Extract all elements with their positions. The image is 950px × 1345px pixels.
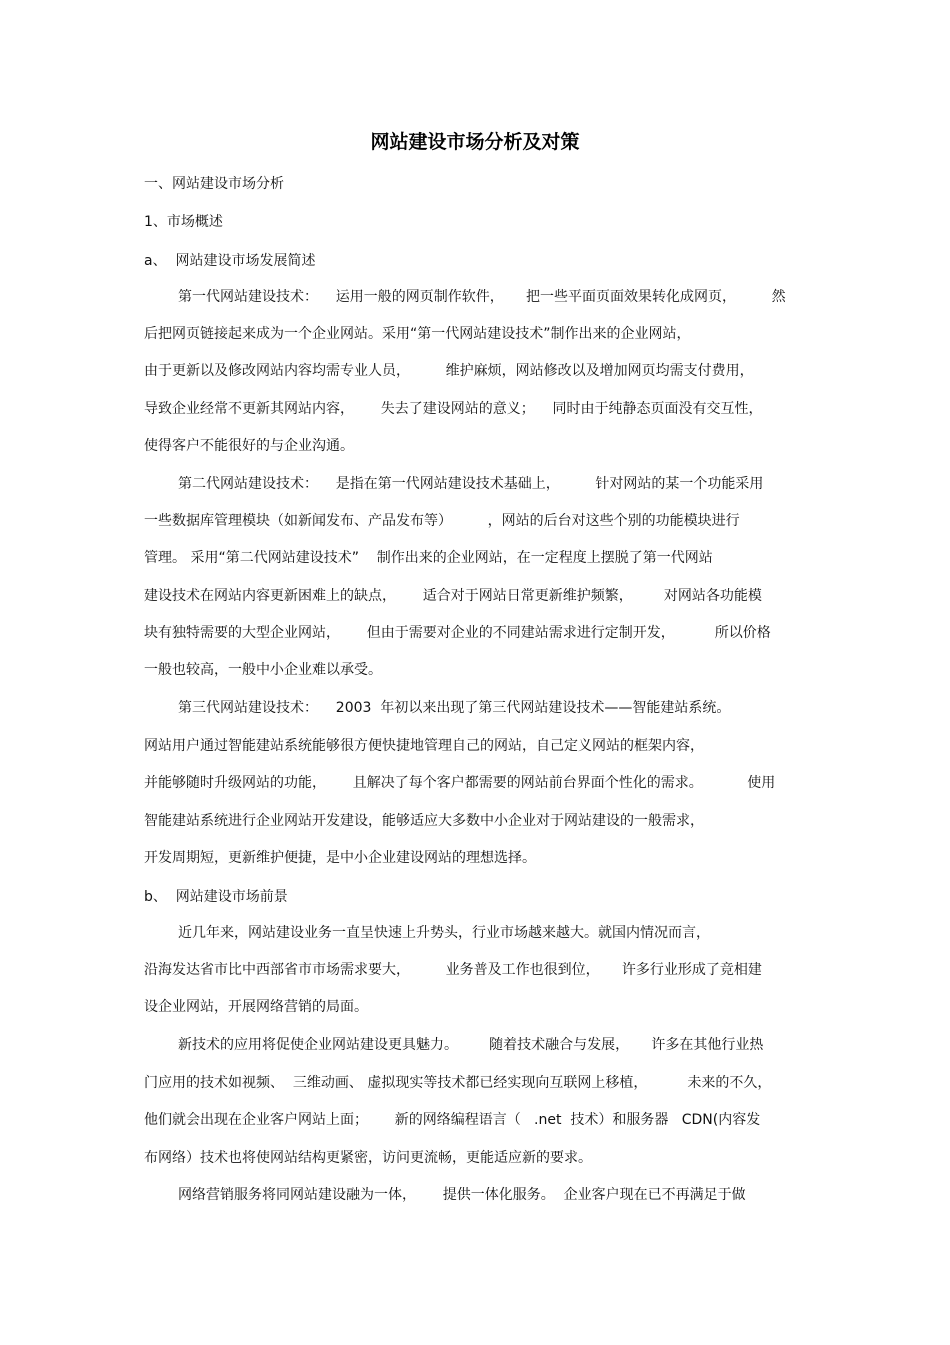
paragraph-line: 网站用户通过智能建站系统能够很方便快捷地管理自己的网站，自己定义网站的框架内容， xyxy=(144,738,704,754)
paragraph-line: 一般也较高，一般中小企业难以承受。 xyxy=(144,662,382,678)
paragraph-line: 第二代网站建设技术： 是指在第一代网站建设技术基础上， 针对网站的某一个功能采用 xyxy=(178,476,764,492)
paragraph-line: 建设技术在网站内容更新困难上的缺点， 适合对于网站日常更新维护频繁， 对网站各功能模 xyxy=(144,588,762,604)
paragraph-line: 后把网页链接起来成为一个企业网站。采用“第一代网站建设技术”制作出来的企业网站， xyxy=(144,326,691,342)
paragraph-line: 导致企业经常不更新其网站内容， 失去了建设网站的意义； 同时由于纯静态页面没有交互性， xyxy=(144,401,763,417)
section-heading-1: 一、网站建设市场分析 xyxy=(144,176,284,192)
paragraph-line: 门应用的技术如视频、 三维动画、 虚拟现实等技术都已经实现向互联网上移植， 未来的不久， xyxy=(144,1075,772,1091)
paragraph-line: 块有独特需要的大型企业网站， 但由于需要对企业的不同建站需求进行定制开发， 所以价格 xyxy=(144,625,771,641)
page-title: 网站建设市场分析及对策 xyxy=(370,131,580,153)
paragraph-line: 由于更新以及修改网站内容均需专业人员， 维护麻烦，网站修改以及增加网页均需支付费用， xyxy=(144,363,754,379)
subsection-heading-b: b、 网站建设市场前景 xyxy=(144,889,288,905)
paragraph-line: 一些数据库管理模块（如新闻发布、产品发布等） ，网站的后台对这些个别的功能模块进行 xyxy=(144,513,740,529)
paragraph-line: 布网络）技术也将使网站结构更紧密，访问更流畅，更能适应新的要求。 xyxy=(144,1150,592,1166)
paragraph-line: 使得客户不能很好的与企业沟通。 xyxy=(144,438,354,454)
paragraph-line: 管理。 采用“第二代网站建设技术” 制作出来的企业网站，在一定程度上摆脱了第一代网站 xyxy=(144,550,713,566)
paragraph-line: 第一代网站建设技术： 运用一般的网页制作软件， 把一些平面页面效果转化成网页， 然 xyxy=(178,289,786,305)
paragraph-line: 他们就会出现在企业客户网站上面； 新的网络编程语言（ .net 技术）和服务器 CDN(内容发 xyxy=(144,1112,761,1128)
subsection-heading-1: 1、市场概述 xyxy=(144,214,223,230)
paragraph-line: 开发周期短，更新维护便捷，是中小企业建设网站的理想选择。 xyxy=(144,850,536,866)
paragraph-line: 网络营销服务将同网站建设融为一体， 提供一体化服务。 企业客户现在已不再满足于做 xyxy=(178,1187,746,1203)
subsection-heading-a: a、 网站建设市场发展简述 xyxy=(144,253,316,269)
paragraph-line: 并能够随时升级网站的功能， 且解决了每个客户都需要的网站前台界面个性化的需求。 使用 xyxy=(144,775,776,791)
paragraph-line: 沿海发达省市比中西部省市市场需求要大， 业务普及工作也很到位， 许多行业形成了竞相建 xyxy=(144,962,762,978)
paragraph-line: 新技术的应用将促使企业网站建设更具魅力。 随着技术融合与发展， 许多在其他行业热 xyxy=(178,1037,764,1053)
paragraph-line: 智能建站系统进行企业网站开发建设，能够适应大多数中小企业对于网站建设的一般需求， xyxy=(144,813,704,829)
paragraph-line: 第三代网站建设技术： 2003 年初以来出现了第三代网站建设技术——智能建站系统。 xyxy=(178,700,731,716)
paragraph-line: 近几年来，网站建设业务一直呈快速上升势头，行业市场越来越大。就国内情况而言， xyxy=(178,925,710,941)
paragraph-line: 设企业网站，开展网络营销的局面。 xyxy=(144,999,368,1015)
